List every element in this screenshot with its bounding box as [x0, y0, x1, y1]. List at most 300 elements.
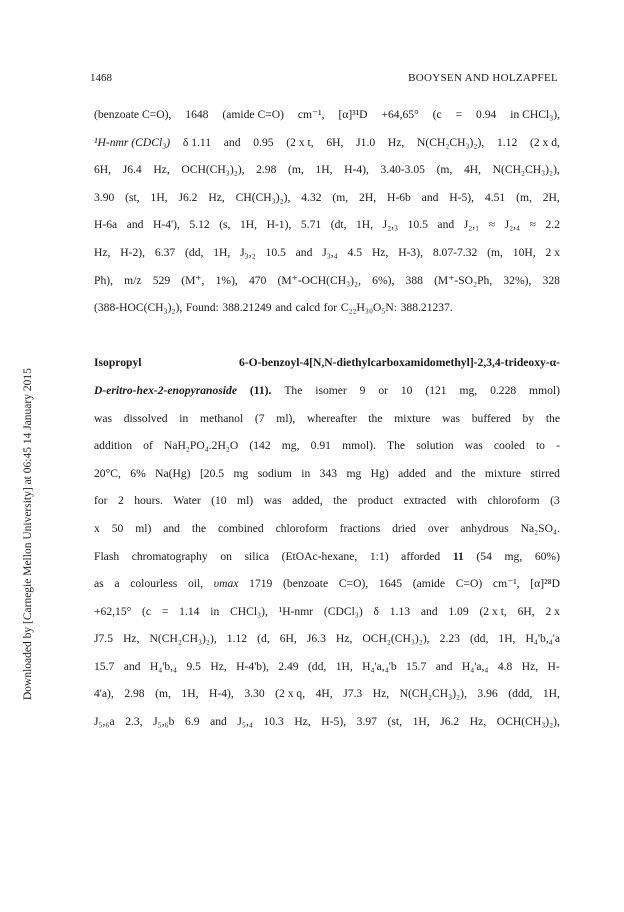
word: (m, [288, 163, 304, 177]
word: 1.13 [389, 604, 411, 618]
word: 1719 [249, 577, 273, 591]
word: mixture [394, 411, 431, 425]
word: 4'a), [94, 687, 114, 701]
word: 10.5 [265, 245, 286, 259]
word: 2 [117, 494, 124, 508]
text-line [94, 653, 560, 681]
word: 6H, [279, 632, 297, 646]
word: combined [217, 521, 264, 535]
word: Ph), [94, 273, 114, 287]
text-line [94, 680, 560, 708]
word: (st, [387, 715, 403, 729]
word: oil, [187, 577, 204, 591]
word: J6.3 [306, 632, 326, 646]
word: J₂,₄ [504, 218, 521, 232]
word: 5.12 [189, 218, 210, 232]
word: 2H, [359, 190, 377, 204]
word: 1%), [215, 273, 238, 287]
word: isomer [315, 383, 347, 397]
word: (c [142, 604, 152, 618]
word: N(CH₂CH₃)₂), [399, 687, 467, 701]
word: 4H, [315, 687, 333, 701]
word: +62,15° [94, 604, 132, 618]
word: H-6a [94, 218, 118, 232]
word: 1645 [378, 577, 403, 591]
word: the [333, 494, 348, 508]
word: 529 [152, 273, 171, 287]
word: Hz, [94, 245, 111, 259]
text-line [94, 515, 560, 543]
text-line [94, 543, 560, 571]
word: (EtOAc-hexane, [281, 549, 358, 563]
word: mg [233, 466, 249, 480]
word: was [464, 439, 483, 453]
word: Na(Hg) [155, 466, 191, 480]
word: H-1), [266, 218, 292, 232]
word: J7.3 [343, 687, 363, 701]
word: NaH₂PO₄.2H₂O [163, 439, 239, 453]
word: cm⁻¹, [492, 577, 520, 591]
word: 10 [400, 383, 413, 397]
word: 20°C, [94, 466, 121, 480]
word: 32%), [503, 273, 532, 287]
word: 3.40-3.05 [380, 163, 425, 177]
word: whereafter [307, 411, 357, 425]
word: Hz, [210, 659, 227, 673]
word: 1H, [498, 632, 516, 646]
word: silica [244, 549, 269, 563]
word: H-4'b), [236, 659, 269, 673]
word: 9.5 [186, 659, 201, 673]
word: of [143, 439, 153, 453]
word: ¹H-nmr [278, 604, 314, 618]
word: mg [346, 466, 362, 480]
word: 1:1) [369, 549, 389, 563]
word: to [535, 439, 545, 453]
word: 1.12 [226, 632, 248, 646]
word: H-6b [386, 190, 411, 204]
word: J6.2 [178, 190, 198, 204]
word: and [421, 190, 439, 204]
word: Hz, [371, 245, 389, 259]
word: CH(CH₃)₂), [235, 190, 291, 204]
word: 1H, [150, 190, 168, 204]
word: the [461, 466, 476, 480]
word: 3.90 [94, 190, 115, 204]
word: = [161, 604, 169, 618]
word: for [323, 301, 338, 315]
word: 2 x [545, 245, 560, 259]
word: J₅,₄ [237, 715, 253, 729]
word: fractions [339, 521, 381, 535]
word: 6.9 [185, 715, 200, 729]
word: 60%) [534, 549, 560, 563]
word: in [179, 411, 189, 425]
word: (142 [249, 439, 271, 453]
word: δ 1.11 [182, 135, 212, 149]
text-line [94, 377, 560, 405]
word: 6% [130, 466, 146, 480]
word: mg, [504, 549, 523, 563]
word: J6.4 [122, 163, 142, 177]
word: [20.5 [199, 466, 225, 480]
text-line [94, 625, 560, 653]
word: 8.07-7.32 [432, 245, 478, 259]
word: The [387, 439, 406, 453]
word: 3.97 [356, 715, 377, 729]
word: 388 [405, 273, 423, 287]
word: the [368, 411, 383, 425]
word: 4.32 [301, 190, 322, 204]
word: mg, [281, 439, 300, 453]
word: 50 [111, 521, 124, 535]
word: (121 [425, 383, 447, 397]
word: ≈ [529, 218, 536, 232]
word: solution [416, 439, 454, 453]
word: cm⁻¹, [297, 108, 325, 121]
word: buffered [471, 411, 511, 425]
word: J6.2 [440, 715, 460, 729]
word: (st, [125, 190, 140, 204]
text-line [94, 294, 560, 322]
word: 328 [542, 273, 560, 287]
word: and [210, 715, 227, 729]
word: for [94, 494, 108, 508]
word: (M⁺-SO₂Ph, [434, 273, 493, 287]
word: (M⁺, [181, 273, 205, 287]
word: and [275, 301, 292, 315]
word: (10 [211, 494, 227, 508]
word: (m, [155, 687, 171, 701]
word: Water [173, 494, 201, 508]
word: 4H, [463, 163, 482, 177]
word: δ [373, 604, 379, 618]
word: 343 [319, 466, 338, 480]
word: The [284, 383, 303, 397]
word: and [295, 245, 313, 259]
word: ¹H-nmr (CDCl₃) [94, 135, 171, 149]
word: 2H, [542, 190, 560, 204]
word: (7 [254, 411, 265, 425]
word: (54 [476, 549, 492, 563]
word: or [378, 383, 388, 397]
word: mixture [484, 466, 521, 480]
word: H- [547, 659, 560, 673]
word: ml) [237, 494, 254, 508]
word: N(CH₂CH₃)₂), [417, 135, 485, 149]
text-line [94, 349, 560, 377]
word: 1H, [315, 163, 333, 177]
word: Hz, [372, 687, 390, 701]
word: J₃,₂ [240, 245, 256, 259]
word: methanol [200, 411, 244, 425]
word: J₅,₆b [153, 715, 175, 729]
word: H₄'a,₄ [461, 659, 489, 673]
word: 1648 [185, 108, 209, 121]
word: J₂,₃ [382, 218, 399, 232]
word: on [220, 549, 232, 563]
word: 0.94 [476, 108, 497, 121]
word: (11). [249, 383, 272, 397]
running-head: BOOYSEN AND HOLZAPFEL [408, 72, 558, 84]
word: 1.09 [448, 604, 469, 618]
text-line [94, 487, 560, 515]
word: 1H, [239, 218, 258, 232]
word: (2 x t, [286, 135, 314, 149]
word: sodium [257, 466, 292, 480]
word: 4.8 [497, 659, 513, 673]
word: hours. [134, 494, 163, 508]
word: Hg) [370, 466, 389, 480]
word: N(CH₂CH₃)₂), [149, 632, 217, 646]
word: (dd, [469, 632, 489, 646]
word: CHCl₃), [230, 604, 268, 618]
word: υmax [213, 577, 239, 591]
word: 2.98 [124, 687, 145, 701]
word: (benzoate C=O), [94, 108, 172, 121]
word: 10.5 [407, 218, 428, 232]
word: 0.91 [310, 439, 331, 453]
word: H-4), [209, 687, 234, 701]
word: 15.7 [406, 659, 427, 673]
word: (c [432, 108, 442, 121]
word: (dd, [307, 659, 327, 673]
word: 6-O-benzoyl-4[N,N-diethylcarboxamidomethyl]-2,3,4-trideoxy-α- [238, 356, 560, 370]
text-line [94, 156, 560, 184]
word: D-eritro-hex-2-enopyranoside [94, 383, 237, 397]
page-number: 1468 [90, 72, 112, 84]
word: (dt, [330, 218, 347, 232]
word: (amide C=O) [222, 108, 284, 121]
word: 2 x [545, 604, 560, 618]
word: J₅,₆a [94, 715, 115, 729]
word: J₃,₄ [322, 245, 338, 259]
word: N(CH₂CH₃)₂), [492, 163, 560, 177]
word: (m, [436, 163, 453, 177]
text-line [94, 432, 560, 460]
word: (amide [412, 577, 445, 591]
word: 9 [359, 383, 366, 397]
word: extracted [403, 494, 447, 508]
word: stirred [530, 466, 560, 480]
word: in [210, 604, 220, 618]
word: 1.14 [179, 604, 200, 618]
word: 2.49 [278, 659, 299, 673]
word: 4.5 [347, 245, 363, 259]
word: H-4'), [152, 218, 180, 232]
word: J7.5 [94, 632, 114, 646]
word: and [435, 466, 452, 480]
download-watermark: Downloaded by [Carnegie Mellon University] at 06:45 14 January 2015 [22, 368, 34, 700]
word: H₄'b,₄ [149, 659, 178, 673]
word: H-2), [120, 245, 146, 259]
word: was [94, 411, 113, 425]
word: [α]²⁸D [530, 577, 560, 591]
word: 1H, [412, 715, 430, 729]
text-line [94, 405, 560, 433]
text-line [94, 708, 560, 736]
word: and [123, 659, 141, 673]
word: H₄'a,₄'b [362, 659, 397, 673]
word: J1.0 [356, 135, 376, 149]
text-line [94, 598, 560, 626]
word: Na₂SO₄. [520, 521, 560, 535]
word: as [94, 577, 104, 591]
word: a [114, 577, 120, 591]
word: 10.3 [263, 715, 284, 729]
word: 1H, [213, 245, 231, 259]
word: 2.2 [545, 218, 560, 232]
word: and [435, 659, 453, 673]
word: 0.228 [490, 383, 517, 397]
word: OCH₂(CH₃)₂), [362, 632, 430, 646]
word: cooled [493, 439, 525, 453]
word: addition [94, 439, 132, 453]
word: (m, [332, 190, 349, 204]
word: and [126, 218, 144, 232]
word: = [455, 108, 463, 121]
text-line [94, 101, 560, 129]
word: OCH(CH₃)₂), [181, 163, 245, 177]
word: colourless [130, 577, 178, 591]
word: 5.71 [300, 218, 322, 232]
word: anhydrous [460, 521, 509, 535]
word: 4.51 [484, 190, 506, 204]
word: ml), [276, 411, 296, 425]
word: 1H, [335, 659, 353, 673]
word: added, [292, 494, 323, 508]
word: 470 [248, 273, 267, 287]
word: the [191, 521, 207, 535]
word: by [522, 411, 535, 425]
text-line [94, 267, 560, 295]
word: in [301, 466, 311, 480]
word: ≈ [488, 218, 496, 232]
word: (2 x d, [529, 135, 560, 149]
text-line [94, 460, 560, 488]
word: 10H, [512, 245, 536, 259]
word: Hz, [208, 190, 225, 204]
word: mg, [459, 383, 478, 397]
word: 0.95 [253, 135, 274, 149]
word: (d, [257, 632, 270, 646]
word: dried [392, 521, 416, 535]
word: 2.3, [125, 715, 143, 729]
text-block [94, 101, 560, 736]
word: 6H, [94, 163, 112, 177]
word: m/z [124, 273, 142, 287]
word: in CHCl₃), [510, 108, 560, 121]
word: dissolved [123, 411, 168, 425]
word: ml) [135, 521, 152, 535]
word: added [398, 466, 426, 480]
word: +64,65° [381, 108, 419, 121]
word: 3.30 [244, 687, 265, 701]
word: J₂,₁ [463, 218, 480, 232]
word: C=O), [338, 577, 369, 591]
word: mmol). [342, 439, 376, 453]
word: chloroform [487, 494, 540, 508]
word: 1H, [356, 218, 374, 232]
word: (benzoate [283, 577, 329, 591]
word: Flash [94, 549, 120, 563]
word: 2.23 [439, 632, 460, 646]
word: x [94, 521, 100, 535]
word: and [420, 604, 438, 618]
text-line [94, 570, 560, 598]
word: OCH(CH₃)₂), [496, 715, 560, 729]
word: afforded [401, 549, 441, 563]
word: 2.98 [256, 163, 277, 177]
word: H₄'b,₄'a [525, 632, 560, 646]
word: [α]³¹D [338, 108, 368, 121]
word: (s, [219, 218, 231, 232]
word: 388.21237. [400, 301, 453, 315]
text-line [94, 184, 560, 212]
word: H-4), [344, 163, 369, 177]
word: 3.96 [477, 687, 498, 701]
word: Hz, [294, 715, 311, 729]
word: Found: [185, 301, 219, 315]
paragraph-gap [94, 322, 560, 350]
word: 388.21249 [222, 301, 272, 315]
word: and [223, 135, 241, 149]
word: (2 x q, [275, 687, 306, 701]
word: 1H, [542, 687, 560, 701]
word: the [545, 411, 560, 425]
word: H-5), [321, 715, 347, 729]
word: (3 [550, 494, 560, 508]
text-line [94, 129, 560, 157]
word: (m, [487, 245, 503, 259]
word: Hz, [469, 715, 487, 729]
word: and [437, 218, 455, 232]
word: Hz, [123, 632, 140, 646]
word: H-5), [449, 190, 475, 204]
word: 11 [452, 549, 464, 563]
word: was [441, 411, 460, 425]
word: (M⁺-OCH(CH₃)₂, [277, 273, 361, 287]
word: H-3), [398, 245, 423, 259]
word: 6H, [517, 604, 535, 618]
word: (388-HOC(CH₃)₂), [94, 301, 183, 315]
word: Hz, [521, 659, 539, 673]
word: - [556, 439, 560, 453]
word: over [427, 521, 449, 535]
word: mmol) [529, 383, 560, 397]
word: chromatography [131, 549, 208, 563]
text-line [94, 211, 560, 239]
word: 1.12 [496, 135, 518, 149]
word: chloroform [275, 521, 328, 535]
word: 6.37 [154, 245, 176, 259]
word: (CDCl₃) [323, 604, 363, 618]
word: 6H, [326, 135, 344, 149]
word: (2 x t, [479, 604, 507, 618]
word: Hz, [387, 135, 405, 149]
word: Hz, [335, 632, 353, 646]
word: Hz, [153, 163, 170, 177]
text-line [94, 239, 560, 267]
word: (dd, [185, 245, 204, 259]
word: C=O) [455, 577, 483, 591]
word: C₂₂H₃₀O₅N: [340, 301, 398, 315]
word: was [263, 494, 282, 508]
word: and [163, 521, 180, 535]
word: with [456, 494, 478, 508]
word: 6%), [372, 273, 395, 287]
word: (m, [516, 190, 532, 204]
